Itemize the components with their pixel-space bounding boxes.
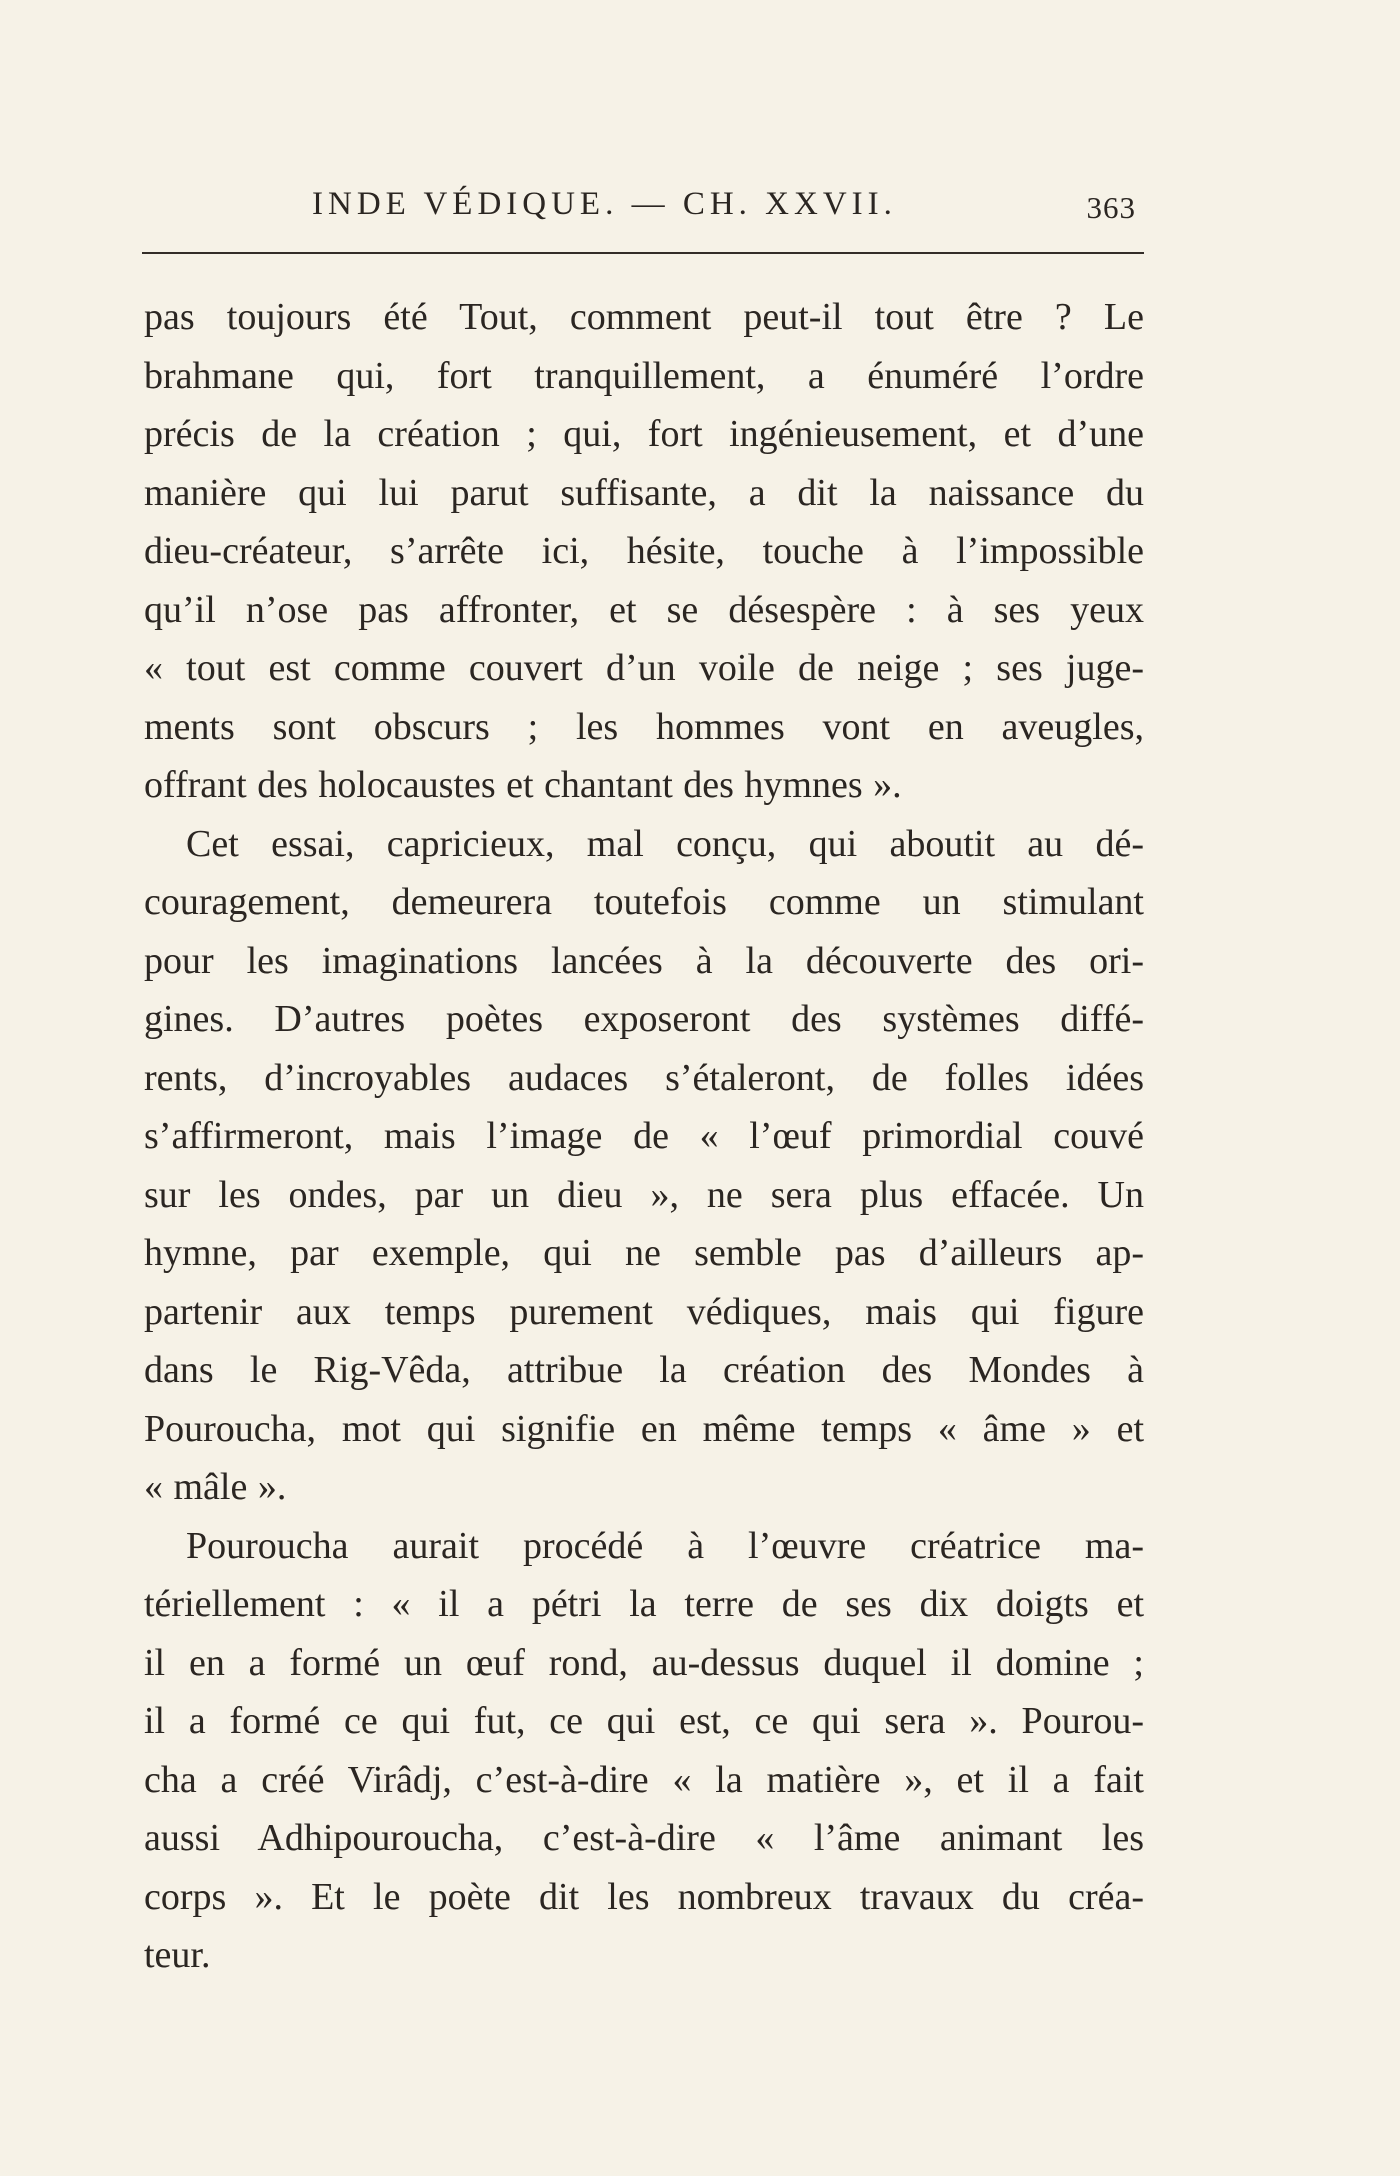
text-line: partenir aux temps purement védiques, mais qui figure [144,1290,1144,1333]
text-line: il en a formé un œuf rond, au-dessus duquel il domine ; [144,1641,1144,1684]
text-line: offrant des holocaustes et chantant des hymnes ». [144,764,902,806]
body-text [144,288,1144,1985]
text-line: hymne, par exemple, qui ne semble pas d’ailleurs ap- [144,1232,1144,1274]
text-line: ments sont obscurs ; les hommes vont en aveugles, [144,705,1144,748]
text-line: pour les imaginations lancées à la découverte des ori- [144,939,1144,982]
text-line: brahmane qui, fort tranquillement, a énuméré l’ordre [144,354,1144,397]
paragraph-first-line: Cet essai, capricieux, mal conçu, qui aboutit au dé- [186,822,1144,865]
page-header [142,176,1144,228]
text-line: s’affirmeront, mais l’image de « l’œuf primordial couvé [144,1115,1144,1157]
text-line: Pouroucha, mot qui signifie en même temps « âme » et [144,1407,1144,1450]
text-line: manière qui lui parut suffisante, a dit la naissance du [144,471,1144,514]
text-line: tériellement : « il a pétri la terre de ses dix doigts et [144,1583,1144,1625]
text-line: précis de la création ; qui, fort ingénieusement, et d’une [144,413,1144,455]
text-line: rents, d’incroyables audaces s’étaleront, de folles idées [144,1056,1144,1099]
text-line: « tout est comme couvert d’un voile de neige ; ses juge- [144,647,1144,689]
text-line: sur les ondes, par un dieu », ne sera plus effacée. Un [144,1173,1144,1216]
text-line: gines. D’autres poètes exposeront des systèmes diffé- [144,998,1144,1040]
text-line: couragement, demeurera toutefois comme un stimulant [144,881,1144,923]
paragraph-first-line: Pouroucha aurait procédé à l’œuvre créatrice ma- [186,1524,1144,1567]
text-line: cha a créé Virâdj, c’est-à-dire « la matière », et il a fait [144,1758,1144,1801]
text-line: aussi Adhipouroucha, c’est-à-dire « l’âme animant les [144,1817,1144,1859]
text-line: « mâle ». [144,1466,287,1508]
running-title: INDE VÉDIQUE. — CH. XXVII. [312,186,897,222]
text-line: qu’il n’ose pas affronter, et se désespère : à ses yeux [144,588,1144,631]
text-line: teur. [144,1934,211,1976]
page-number: 363 [1086,190,1136,225]
text-line: il a formé ce qui fut, ce qui est, ce qui sera ». Pourou- [144,1700,1144,1742]
text-line: corps ». Et le poète dit les nombreux travaux du créa- [144,1875,1144,1918]
text-line: pas toujours été Tout, comment peut-il tout être ? Le [144,296,1144,338]
text-line: dieu-créateur, s’arrête ici, hésite, touche à l’impossible [144,530,1144,572]
header-rule [142,252,1144,254]
text-line: dans le Rig-Vêda, attribue la création des Mondes à [144,1349,1144,1391]
